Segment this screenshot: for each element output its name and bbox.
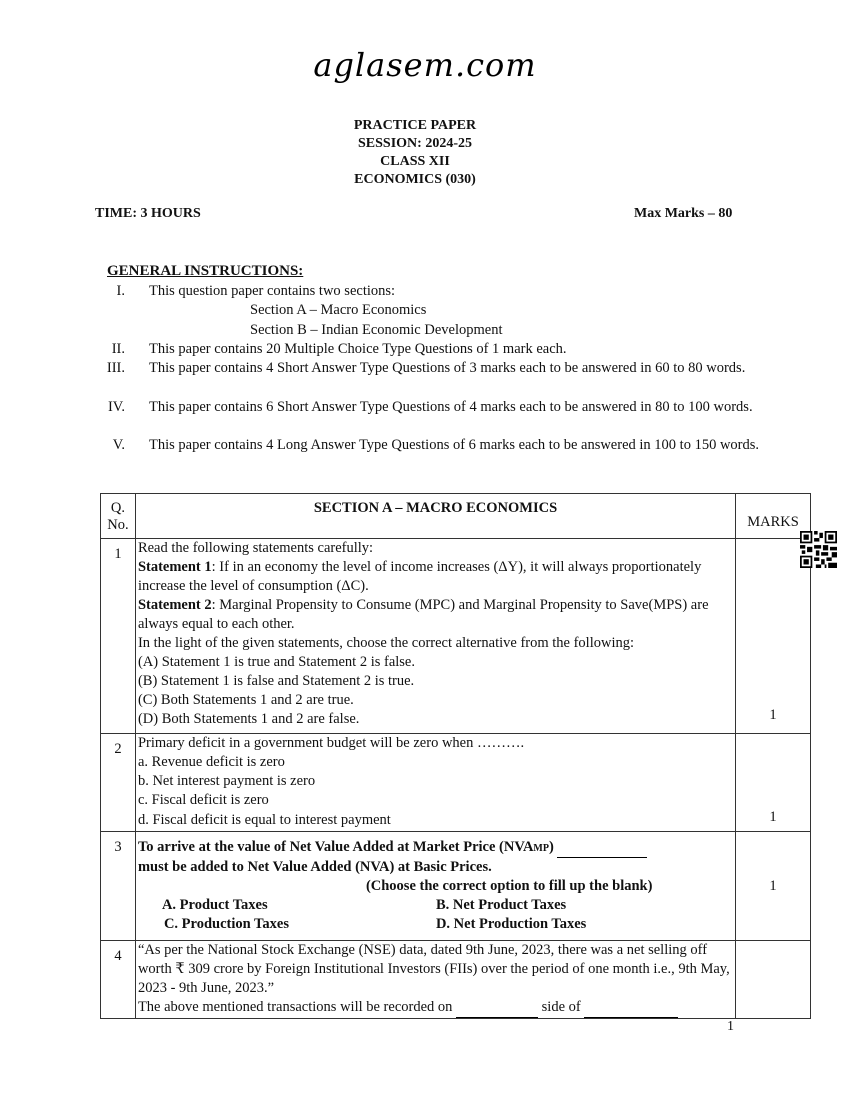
option: C. Production Taxes — [163, 916, 289, 932]
section-b-line: Section B – Indian Economic Development — [250, 322, 503, 338]
instruction-text: This paper contains 20 Multiple Choice Type Questions of 1 mark each. — [149, 341, 567, 357]
question-marks: 1 — [736, 539, 811, 734]
instruction-number: V. — [112, 437, 125, 453]
question-hint: (Choose the correct option to fill up the blank) — [365, 878, 653, 894]
question-text-cont: must be added to Net Value Added (NVA) at Basic Prices. — [137, 859, 492, 875]
table-header-row — [101, 494, 811, 539]
question-row — [101, 832, 811, 941]
instruction-item — [95, 359, 795, 399]
instruction-number: IV. — [107, 399, 125, 415]
subscript: MP — [533, 843, 549, 854]
session: SESSION: 2024-25 — [358, 136, 472, 151]
fill-blank — [557, 838, 647, 858]
statement-1-text: : If in an economy the level of income increases (ΔY), it will always proportionately increase the level of consumption (ΔC). — [137, 559, 702, 594]
page-number: 1 — [727, 1019, 734, 1034]
instruction-text: This paper contains 4 Short Answer Type Questions of 3 marks each to be answered in 60 to 80 words. — [149, 360, 746, 376]
question-body — [135, 832, 735, 941]
option: B. Net Product Taxes — [435, 897, 567, 913]
question-row — [101, 941, 811, 1019]
option: (C) Both Statements 1 and 2 are true. — [137, 692, 354, 708]
question-intro: Read the following statements carefully: — [137, 540, 374, 556]
site-logo: aglasem.com — [313, 46, 537, 84]
time-label: TIME: 3 HOURS — [95, 206, 201, 221]
instruction-item — [95, 282, 795, 302]
question-text: Primary deficit in a government budget will be zero when ………. — [137, 735, 525, 751]
instruction-number: III. — [106, 360, 125, 376]
instruction-number: I. — [116, 283, 125, 299]
option: c. Fiscal deficit is zero — [137, 792, 269, 808]
question-marks: 1 — [736, 734, 811, 832]
question-text: “As per the National Stock Exchange (NSE) data, dated 9th June, 2023, there was a net selling off worth ₹ 309 crore by Foreign Institutional Investors (FIIs) over the period of one month i.e., 9th May, 2023 - 9th June, 2023.” — [137, 942, 730, 996]
question-body — [135, 539, 735, 734]
subject: ECONOMICS (030) — [354, 172, 476, 187]
instruction-item — [95, 436, 795, 476]
statement-1-label: Statement 1 — [137, 559, 212, 575]
question-number: 4 — [101, 941, 136, 1019]
question-number: 3 — [101, 832, 136, 941]
fill-blank — [584, 998, 678, 1018]
options-row — [138, 896, 735, 915]
qr-code-icon — [800, 531, 837, 568]
instruction-number: II. — [111, 341, 125, 357]
question-body — [135, 941, 735, 1019]
statement-1 — [138, 558, 735, 596]
fill-blank — [456, 998, 538, 1018]
question-table — [100, 493, 811, 1019]
paper-title: PRACTICE PAPER — [353, 118, 477, 133]
statement-2-text: : Marginal Propensity to Consume (MPC) and Marginal Propensity to Save(MPS) are always equal to each other. — [137, 597, 709, 632]
question-row — [101, 539, 811, 734]
class: CLASS XII — [380, 154, 450, 169]
instruction-text: This question paper contains two sections: — [149, 283, 396, 299]
general-instructions-title: GENERAL INSTRUCTIONS: — [107, 263, 304, 279]
option: (A) Statement 1 is true and Statement 2 is false. — [137, 654, 415, 670]
option: d. Fiscal deficit is equal to interest payment — [137, 812, 391, 828]
instruction-text: This paper contains 4 Long Answer Type Questions of 6 marks each to be answered in 100 to 150 words. — [149, 437, 760, 453]
max-marks-label: Max Marks – 80 — [634, 206, 733, 221]
section-a-line: Section A – Macro Economics — [250, 302, 427, 318]
instruction-item — [95, 340, 795, 360]
section-header: SECTION A – MACRO ECONOMICS — [135, 494, 735, 539]
question-marks: 1 — [736, 832, 811, 941]
marks-header: MARKS — [736, 494, 811, 539]
question-number: 2 — [101, 734, 136, 832]
question-prompt: In the light of the given statements, choose the correct alternative from the following: — [137, 635, 635, 651]
question-body — [135, 734, 735, 832]
option: D. Net Production Taxes — [435, 916, 587, 932]
instruction-text: This paper contains 6 Short Answer Type Questions of 4 marks each to be answered in 80 to 100 words. — [149, 399, 753, 415]
option: a. Revenue deficit is zero — [137, 754, 285, 770]
instruction-item — [95, 398, 795, 438]
option: (B) Statement 1 is false and Statement 2 is true. — [137, 673, 415, 689]
question-number: 1 — [101, 539, 136, 734]
option: b. Net interest payment is zero — [137, 773, 316, 789]
statement-2 — [138, 596, 735, 634]
options-row — [138, 915, 735, 936]
question-text-cont: The above mentioned transactions will be recorded on side of — [138, 998, 735, 1018]
question-marks — [736, 941, 811, 1019]
statement-2-label: Statement 2 — [137, 597, 212, 613]
qno-header: Q. No. — [101, 494, 136, 539]
option: (D) Both Statements 1 and 2 are false. — [137, 711, 360, 727]
question-row — [101, 734, 811, 832]
question-text: To arrive at the value of Net Value Added at Market Price (NVAMP) — [138, 838, 735, 858]
option: A. Product Taxes — [161, 897, 268, 913]
